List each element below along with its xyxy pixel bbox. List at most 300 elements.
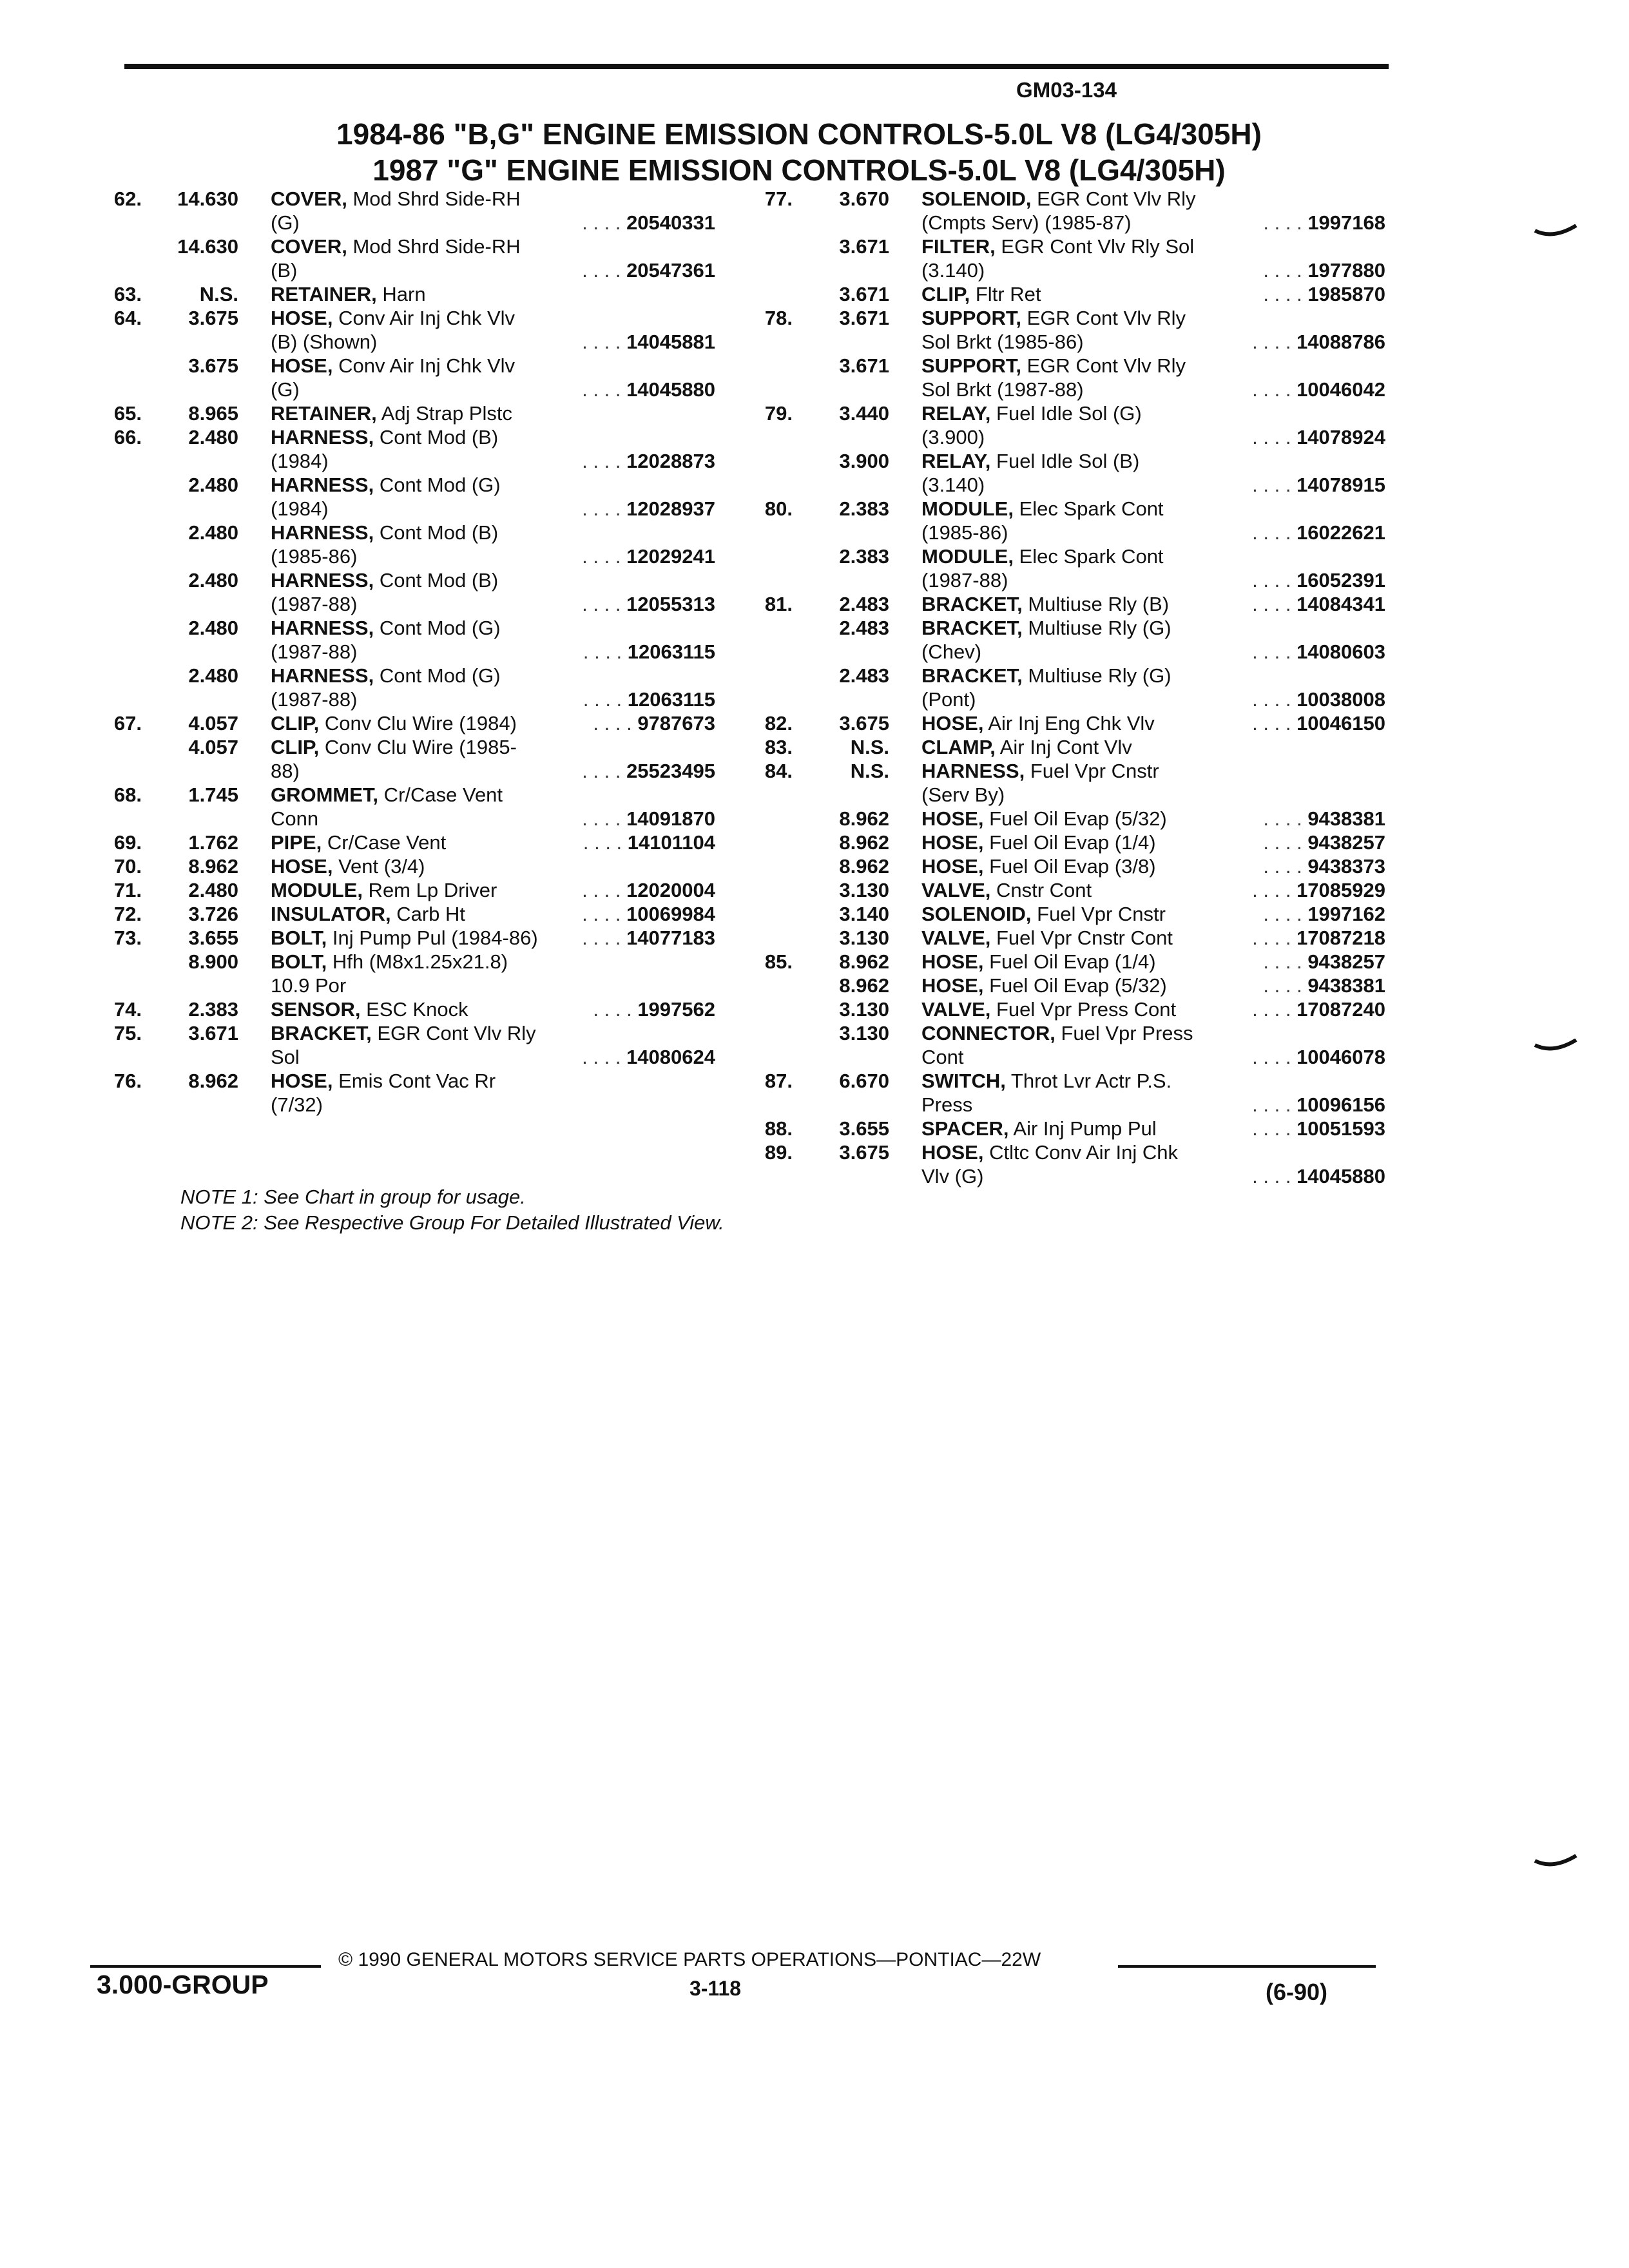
dot-leader: . . . . bbox=[1252, 879, 1297, 901]
part-line bbox=[103, 878, 735, 902]
part-entry bbox=[754, 902, 1385, 926]
part-description bbox=[921, 497, 1385, 521]
part-line bbox=[754, 783, 1385, 807]
part-number: 12028873 bbox=[626, 450, 715, 472]
part-detail: Emis Cont Vac Rr bbox=[333, 1070, 496, 1092]
part-description bbox=[921, 1140, 1385, 1164]
part-detail: Sol bbox=[271, 1046, 300, 1068]
part-description bbox=[921, 997, 1385, 1021]
part-number-leader bbox=[1252, 568, 1385, 592]
part-name: VALVE, bbox=[921, 879, 991, 901]
part-number-leader bbox=[582, 1045, 715, 1069]
part-name: HOSE, bbox=[921, 950, 984, 973]
part-description bbox=[921, 854, 1385, 878]
part-line bbox=[103, 902, 735, 926]
part-entry bbox=[754, 354, 1385, 401]
part-detail: Ctltc Conv Air Inj Chk bbox=[983, 1141, 1178, 1164]
part-line bbox=[103, 1021, 735, 1045]
part-description bbox=[921, 950, 1385, 974]
part-line bbox=[754, 854, 1385, 878]
part-description bbox=[921, 521, 1385, 544]
dot-leader: . . . . bbox=[1252, 1117, 1297, 1140]
part-number: 16052391 bbox=[1296, 569, 1385, 591]
part-number-leader bbox=[582, 926, 715, 950]
part-name: SOLENOID, bbox=[921, 903, 1032, 925]
group-number: 3.655 bbox=[188, 927, 238, 949]
part-detail: Multiuse Rly (G) bbox=[1022, 617, 1171, 639]
part-number-leader bbox=[1252, 997, 1385, 1021]
part-name: BRACKET, bbox=[921, 593, 1023, 615]
print-date: (6-90) bbox=[1265, 1979, 1327, 2005]
part-number: 14088786 bbox=[1296, 331, 1385, 353]
group-number: 3.670 bbox=[839, 187, 889, 210]
dot-leader: . . . . bbox=[582, 807, 627, 830]
dot-leader: . . . . bbox=[583, 688, 628, 711]
part-detail: Conv Clu Wire (1985- bbox=[319, 736, 517, 758]
dot-leader: . . . . bbox=[582, 1046, 627, 1068]
part-number-leader bbox=[1263, 282, 1385, 306]
part-line bbox=[754, 878, 1385, 902]
part-number: 9787673 bbox=[637, 712, 715, 735]
part-line bbox=[754, 258, 1385, 282]
dot-leader: . . . . bbox=[1252, 927, 1297, 949]
part-number-leader bbox=[582, 378, 715, 401]
part-description bbox=[271, 950, 715, 974]
part-line bbox=[754, 997, 1385, 1021]
part-number: 14077183 bbox=[626, 927, 715, 949]
part-detail: Cnstr Cont bbox=[990, 879, 1092, 901]
part-line bbox=[754, 449, 1385, 473]
part-description bbox=[921, 711, 1385, 735]
part-line bbox=[103, 831, 735, 854]
dot-leader: . . . . bbox=[1263, 974, 1308, 997]
group-number: N.S. bbox=[850, 760, 889, 782]
part-number: 14084341 bbox=[1296, 593, 1385, 615]
part-line bbox=[103, 449, 735, 473]
part-entry bbox=[754, 306, 1385, 354]
page-title bbox=[245, 116, 1353, 188]
dot-leader: . . . . bbox=[1252, 593, 1297, 615]
part-detail: 10.9 Por bbox=[271, 974, 347, 997]
part-entry bbox=[754, 401, 1385, 449]
group-number: 3.130 bbox=[839, 998, 889, 1021]
part-number-leader bbox=[1252, 1117, 1385, 1140]
part-description bbox=[921, 783, 1385, 807]
ref-number: 73. bbox=[113, 927, 142, 949]
part-number-leader bbox=[1252, 926, 1385, 950]
part-description bbox=[271, 187, 715, 211]
part-number-leader bbox=[1263, 807, 1385, 831]
part-detail: (G) bbox=[271, 378, 300, 401]
ref-number: 85. bbox=[764, 950, 793, 973]
part-number-leader bbox=[582, 759, 715, 783]
group-number: 6.670 bbox=[839, 1070, 889, 1092]
group-number: 1.762 bbox=[188, 831, 238, 854]
group-number: 8.900 bbox=[188, 950, 238, 973]
part-name: SUPPORT, bbox=[921, 307, 1022, 329]
part-number: 12063115 bbox=[627, 640, 715, 663]
group-number: 3.440 bbox=[839, 402, 889, 425]
part-line bbox=[754, 807, 1385, 831]
dot-leader: . . . . bbox=[582, 879, 627, 901]
group-number: 2.480 bbox=[188, 426, 238, 448]
part-name: HARNESS, bbox=[271, 664, 374, 687]
part-name: MODULE, bbox=[921, 545, 1014, 568]
part-description bbox=[271, 759, 715, 783]
part-description bbox=[271, 449, 715, 473]
group-number: 3.671 bbox=[839, 235, 889, 258]
dot-leader: . . . . bbox=[1252, 1093, 1297, 1116]
part-detail: (1984) bbox=[271, 450, 329, 472]
part-detail: Inj Pump Pul (1984-86) bbox=[327, 927, 538, 949]
part-description bbox=[921, 974, 1385, 997]
part-entry bbox=[103, 354, 735, 401]
margin-mark-icon bbox=[1534, 1039, 1579, 1055]
part-description bbox=[271, 807, 715, 831]
part-description bbox=[921, 211, 1385, 235]
part-line bbox=[754, 664, 1385, 687]
part-entry bbox=[754, 807, 1385, 831]
part-detail: 88) bbox=[271, 760, 300, 782]
part-line bbox=[103, 807, 735, 831]
part-number: 10051593 bbox=[1296, 1117, 1385, 1140]
part-detail: Cont bbox=[921, 1046, 964, 1068]
part-description bbox=[921, 878, 1385, 902]
dot-leader: . . . . bbox=[582, 760, 627, 782]
part-number-leader bbox=[1263, 974, 1385, 997]
part-number-leader bbox=[582, 878, 715, 902]
part-detail: (G) bbox=[271, 211, 300, 234]
part-detail: Fuel Oil Evap (5/32) bbox=[983, 807, 1167, 830]
part-entry bbox=[754, 664, 1385, 711]
part-number: 10046042 bbox=[1296, 378, 1385, 401]
part-line bbox=[754, 497, 1385, 521]
group-number: 2.480 bbox=[188, 664, 238, 687]
parts-list-right bbox=[754, 187, 1385, 1188]
part-entry bbox=[103, 425, 735, 473]
group-number: 2.483 bbox=[839, 617, 889, 639]
part-description bbox=[921, 330, 1385, 354]
margin-mark-icon bbox=[1534, 224, 1579, 241]
part-detail: Elec Spark Cont bbox=[1013, 545, 1164, 568]
part-number: 12055313 bbox=[626, 593, 715, 615]
part-name: SOLENOID, bbox=[921, 187, 1032, 210]
title-line-1: 1984-86 "B,G" ENGINE EMISSION CONTROLS-5.0L V8 (LG4/305H) bbox=[336, 117, 1262, 151]
part-description bbox=[271, 878, 715, 902]
dot-leader: . . . . bbox=[1252, 688, 1297, 711]
part-description bbox=[921, 568, 1385, 592]
part-description bbox=[271, 854, 715, 878]
part-description bbox=[921, 378, 1385, 401]
part-number-leader bbox=[582, 211, 715, 235]
part-name: HARNESS, bbox=[921, 760, 1025, 782]
part-line bbox=[754, 544, 1385, 568]
dot-leader: . . . . bbox=[582, 331, 627, 353]
part-name: FILTER, bbox=[921, 235, 996, 258]
part-entry bbox=[103, 997, 735, 1021]
part-detail: Rem Lp Driver bbox=[362, 879, 497, 901]
part-detail: (3.140) bbox=[921, 259, 985, 282]
part-name: HARNESS, bbox=[271, 521, 374, 544]
part-description bbox=[921, 759, 1385, 783]
part-name: HOSE, bbox=[271, 307, 333, 329]
part-number: 14045881 bbox=[626, 331, 715, 353]
ref-number: 83. bbox=[764, 736, 793, 758]
dot-leader: . . . . bbox=[1252, 474, 1297, 496]
part-entry bbox=[103, 1021, 735, 1069]
dot-leader: . . . . bbox=[1263, 807, 1308, 830]
ref-number: 88. bbox=[764, 1117, 793, 1140]
group-number: 4.057 bbox=[188, 736, 238, 758]
part-number-leader bbox=[1252, 473, 1385, 497]
part-detail: (Cmpts Serv) (1985-87) bbox=[921, 211, 1132, 234]
part-entry bbox=[103, 616, 735, 664]
part-detail: Cont Mod (B) bbox=[374, 521, 499, 544]
part-description bbox=[921, 1069, 1385, 1093]
part-entry bbox=[754, 854, 1385, 878]
part-line bbox=[754, 306, 1385, 330]
part-description bbox=[921, 664, 1385, 687]
part-description bbox=[271, 330, 715, 354]
part-line bbox=[103, 306, 735, 330]
part-number: 12028937 bbox=[626, 497, 715, 520]
part-entry bbox=[103, 521, 735, 568]
part-description bbox=[271, 616, 715, 640]
part-detail: Vlv (G) bbox=[921, 1165, 984, 1187]
part-description bbox=[921, 687, 1385, 711]
part-name: HOSE, bbox=[921, 974, 984, 997]
part-name: HOSE, bbox=[921, 855, 984, 878]
part-entry bbox=[754, 1021, 1385, 1069]
part-number: 10046150 bbox=[1296, 712, 1385, 735]
dot-leader: . . . . bbox=[582, 497, 627, 520]
part-description bbox=[921, 1093, 1385, 1117]
part-number: 20540331 bbox=[626, 211, 715, 234]
part-number: 12020004 bbox=[626, 879, 715, 901]
part-description bbox=[921, 616, 1385, 640]
part-description bbox=[921, 592, 1385, 616]
group-number: 3.675 bbox=[839, 1141, 889, 1164]
group-number: 3.140 bbox=[839, 903, 889, 925]
part-number: 10038008 bbox=[1296, 688, 1385, 711]
part-line bbox=[754, 831, 1385, 854]
ref-number: 78. bbox=[764, 307, 793, 329]
copyright-line: © 1990 GENERAL MOTORS SERVICE PARTS OPERATIONS—PONTIAC—22W bbox=[338, 1949, 1041, 1970]
group-number: 8.962 bbox=[839, 950, 889, 973]
part-detail: Elec Spark Cont bbox=[1013, 497, 1164, 520]
part-detail: Fuel Vpr Cnstr Cont bbox=[990, 927, 1173, 949]
group-number: 2.483 bbox=[839, 593, 889, 615]
part-line bbox=[754, 759, 1385, 783]
part-entry bbox=[754, 1140, 1385, 1188]
part-description bbox=[271, 497, 715, 521]
part-name: COVER, bbox=[271, 235, 347, 258]
dot-leader: . . . . bbox=[582, 211, 627, 234]
part-description bbox=[921, 1021, 1385, 1045]
ref-number: 81. bbox=[764, 593, 793, 615]
part-description bbox=[921, 640, 1385, 664]
dot-leader: . . . . bbox=[1252, 331, 1297, 353]
part-line bbox=[103, 616, 735, 640]
part-line bbox=[103, 354, 735, 378]
part-description bbox=[921, 1164, 1385, 1188]
dot-leader: . . . . bbox=[1263, 950, 1308, 973]
ref-number: 69. bbox=[113, 831, 142, 854]
part-entry bbox=[754, 735, 1385, 759]
part-line bbox=[103, 950, 735, 974]
part-entry bbox=[103, 854, 735, 878]
part-entry bbox=[103, 401, 735, 425]
part-entry bbox=[103, 735, 735, 783]
part-description bbox=[921, 354, 1385, 378]
part-description bbox=[921, 187, 1385, 211]
part-name: HARNESS, bbox=[271, 617, 374, 639]
part-number-leader bbox=[1252, 878, 1385, 902]
part-number-leader bbox=[583, 831, 715, 854]
page-id: GM03-134 bbox=[1016, 78, 1117, 102]
part-number-leader bbox=[1252, 1164, 1385, 1188]
part-detail: Harn bbox=[376, 283, 426, 305]
part-line bbox=[754, 378, 1385, 401]
part-number-leader bbox=[582, 330, 715, 354]
group-number: 2.480 bbox=[188, 521, 238, 544]
part-entry bbox=[754, 974, 1385, 997]
part-line bbox=[103, 187, 735, 211]
dot-leader: . . . . bbox=[582, 450, 627, 472]
part-detail: (1984) bbox=[271, 497, 329, 520]
part-entry bbox=[103, 902, 735, 926]
part-line bbox=[103, 282, 735, 306]
group-number: 14.630 bbox=[177, 187, 238, 210]
part-description bbox=[921, 425, 1385, 449]
part-detail: Sol Brkt (1985-86) bbox=[921, 331, 1084, 353]
part-line bbox=[754, 1069, 1385, 1093]
ref-number: 72. bbox=[113, 903, 142, 925]
part-detail: ESC Knock bbox=[360, 998, 468, 1021]
part-number: 9438381 bbox=[1307, 974, 1385, 997]
part-entry bbox=[754, 926, 1385, 950]
part-number: 17085929 bbox=[1296, 879, 1385, 901]
part-detail: Conv Air Inj Chk Vlv bbox=[333, 354, 516, 377]
part-description bbox=[271, 687, 715, 711]
part-line bbox=[103, 711, 735, 735]
part-line bbox=[103, 568, 735, 592]
group-number: 8.962 bbox=[188, 855, 238, 878]
part-name: VALVE, bbox=[921, 927, 991, 949]
part-line bbox=[754, 711, 1385, 735]
dot-leader: . . . . bbox=[582, 259, 627, 282]
part-description bbox=[921, 902, 1385, 926]
part-line bbox=[103, 997, 735, 1021]
ref-number: 76. bbox=[113, 1070, 142, 1092]
part-entry bbox=[103, 235, 735, 282]
group-number: N.S. bbox=[850, 736, 889, 758]
part-description bbox=[921, 235, 1385, 258]
part-description bbox=[271, 544, 715, 568]
part-name: CONNECTOR, bbox=[921, 1022, 1055, 1044]
part-entry bbox=[103, 878, 735, 902]
part-line bbox=[103, 544, 735, 568]
dot-leader: . . . . bbox=[1252, 712, 1297, 735]
part-entry bbox=[103, 282, 735, 306]
part-number: 1997168 bbox=[1307, 211, 1385, 234]
part-line bbox=[754, 974, 1385, 997]
part-detail: EGR Cont Vlv Rly Sol bbox=[995, 235, 1195, 258]
part-line bbox=[103, 592, 735, 616]
part-number: 9438373 bbox=[1307, 855, 1385, 878]
part-line bbox=[754, 950, 1385, 974]
dot-leader: . . . . bbox=[582, 903, 627, 925]
part-line bbox=[754, 211, 1385, 235]
part-description bbox=[271, 1069, 715, 1093]
note-1: NOTE 1: See Chart in group for usage. bbox=[180, 1186, 526, 1208]
part-detail: Fuel Idle Sol (B) bbox=[990, 450, 1140, 472]
part-description bbox=[921, 282, 1385, 306]
part-line bbox=[103, 1093, 735, 1117]
part-line bbox=[754, 1021, 1385, 1045]
margin-mark-icon bbox=[1534, 1854, 1579, 1871]
dot-leader: . . . . bbox=[1263, 283, 1308, 305]
part-line bbox=[754, 568, 1385, 592]
part-number: 14045880 bbox=[626, 378, 715, 401]
part-number-leader bbox=[1252, 425, 1385, 449]
group-number: 2.480 bbox=[188, 617, 238, 639]
part-name: BRACKET, bbox=[921, 664, 1023, 687]
ref-number: 74. bbox=[113, 998, 142, 1021]
part-name: BRACKET, bbox=[921, 617, 1023, 639]
part-name: MODULE, bbox=[921, 497, 1014, 520]
part-name: SENSOR, bbox=[271, 998, 361, 1021]
dot-leader: . . . . bbox=[593, 712, 638, 735]
part-number-leader bbox=[1252, 1093, 1385, 1117]
group-number: 3.130 bbox=[839, 1022, 889, 1044]
ref-number: 67. bbox=[113, 712, 142, 735]
ref-number: 71. bbox=[113, 879, 142, 901]
part-entry bbox=[754, 831, 1385, 854]
part-line bbox=[754, 616, 1385, 640]
part-entry bbox=[754, 997, 1385, 1021]
part-line bbox=[754, 354, 1385, 378]
part-line bbox=[754, 401, 1385, 425]
part-description bbox=[921, 306, 1385, 330]
dot-leader: . . . . bbox=[1252, 521, 1297, 544]
part-description bbox=[271, 211, 715, 235]
part-number: 1977880 bbox=[1307, 259, 1385, 282]
part-detail: (Chev) bbox=[921, 640, 982, 663]
parts-list-left bbox=[103, 187, 735, 1117]
dot-leader: . . . . bbox=[1252, 569, 1297, 591]
part-line bbox=[103, 854, 735, 878]
part-number-leader bbox=[1252, 687, 1385, 711]
group-number: 2.480 bbox=[188, 879, 238, 901]
part-description bbox=[271, 1045, 715, 1069]
part-number-leader bbox=[582, 449, 715, 473]
part-line bbox=[103, 1045, 735, 1069]
group-number: 3.726 bbox=[188, 903, 238, 925]
part-name: INSULATOR, bbox=[271, 903, 391, 925]
part-name: HOSE, bbox=[921, 712, 984, 735]
dot-leader: . . . . bbox=[1263, 855, 1308, 878]
part-entry bbox=[103, 926, 735, 950]
group-number: 3.671 bbox=[839, 283, 889, 305]
part-name: HARNESS, bbox=[271, 426, 374, 448]
part-entry bbox=[754, 950, 1385, 974]
part-description bbox=[271, 1093, 715, 1117]
part-description bbox=[271, 521, 715, 544]
part-description bbox=[921, 1045, 1385, 1069]
dot-leader: . . . . bbox=[582, 593, 627, 615]
part-description bbox=[921, 401, 1385, 425]
